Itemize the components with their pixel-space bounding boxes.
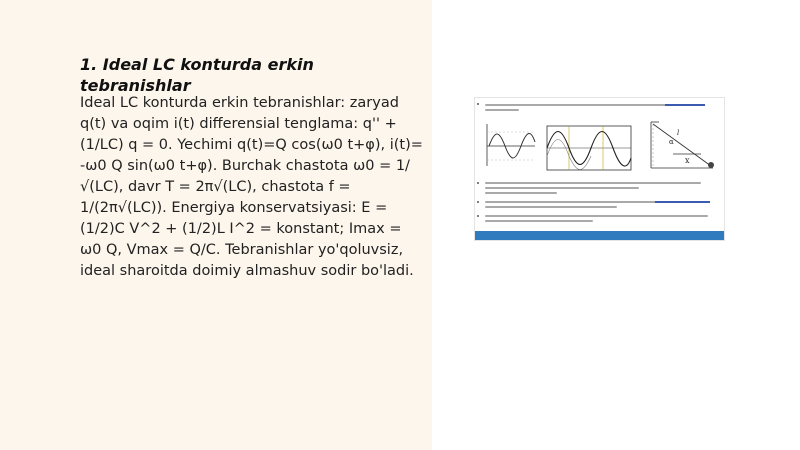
slide-title: 1. Ideal LC konturda erkin tebranishlar [80, 55, 314, 95]
sine-plot-small [479, 120, 537, 170]
highlighted-term [665, 104, 705, 106]
highlighted-term [655, 201, 710, 203]
length-label: l [677, 129, 680, 137]
oscillation-figure [474, 97, 725, 241]
figure-caption-lines-1 [479, 179, 719, 197]
sine-plot-large [543, 122, 635, 174]
figure-caption-top [479, 101, 719, 114]
slide-body-text: Ideal LC konturda erkin tebranishlar: zaryad q(t) va oqim i(t) differensial tenglama: q'' + (1/LC) q = 0. Yechimi q(t)=Q cos(ω0 t+φ), i(t)= -ω0 Q sin(ω0 t+φ). Burchak chastota ω0 = 1/√(LC), davr T = 2π√(LC), chastota f = 1/(2π√(LC)). Energiya konservatsiyasi: E = (1/2)C V^2 + (1/2)L I^2 = konstant; Imax = ω0 Q, Vmax = Q/C. Tebranishlar yo'qoluvsiz, ideal sharoitda doimiy almashuv sodir bo'ladi. [80, 95, 423, 279]
figure-caption-lines-2 [479, 198, 719, 211]
pendulum-diagram [647, 120, 721, 172]
x-label: x [685, 156, 690, 165]
bullet-icon [477, 103, 479, 105]
figure-accent-bar [475, 231, 724, 240]
angle-label: α [669, 138, 674, 146]
figure-caption-lines-3 [479, 212, 719, 225]
